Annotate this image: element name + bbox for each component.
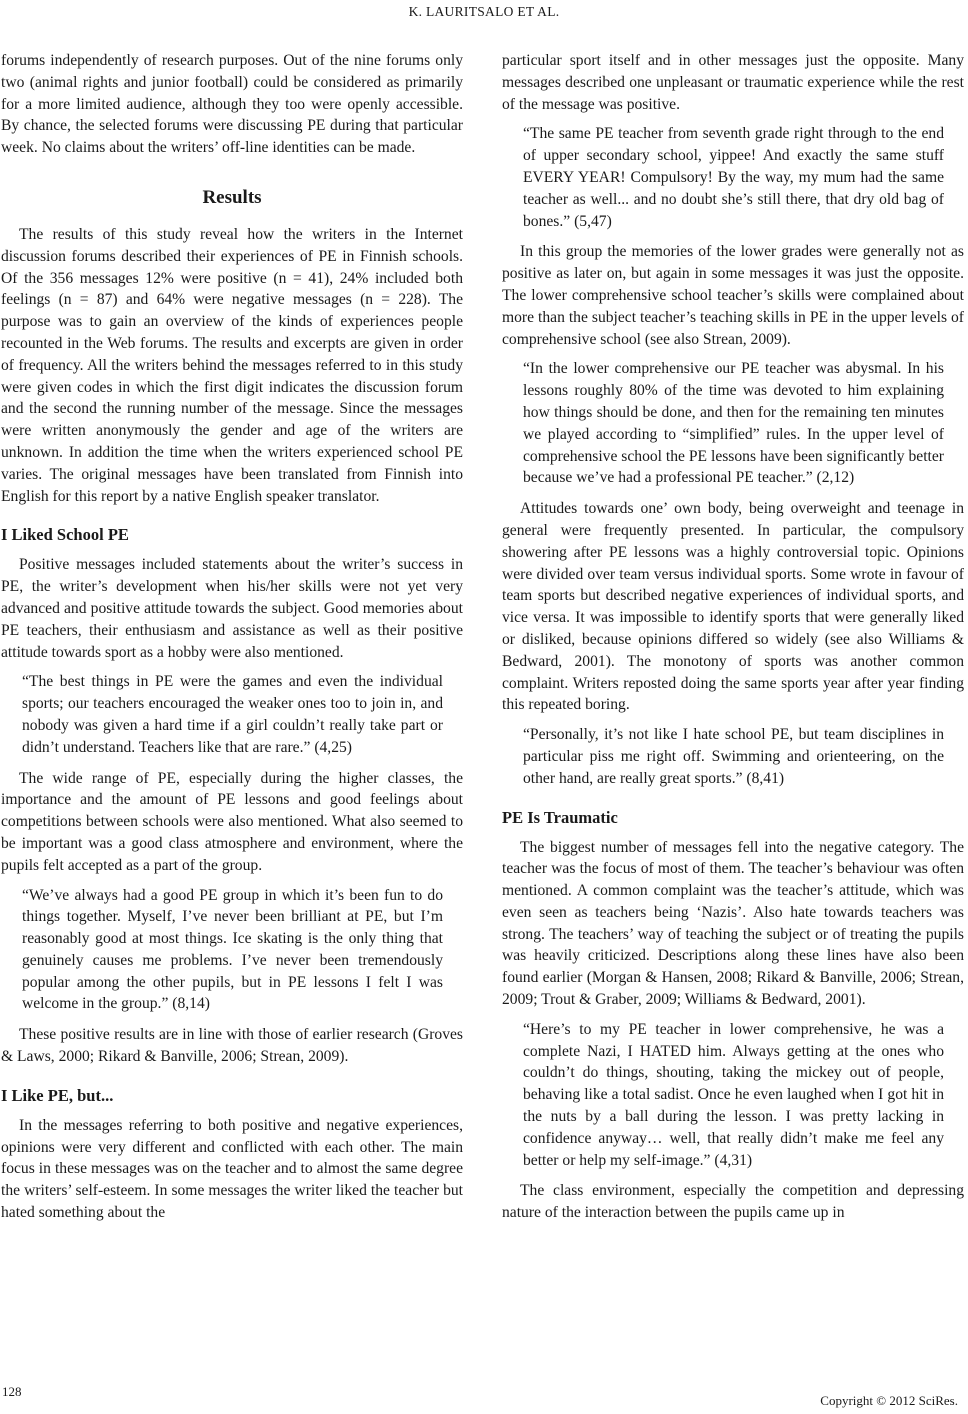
block-quote: “Here’s to my PE teacher in lower comprehensive, he was a complete Nazi, I HATED him. Always getting at the ones who couldn’t do things, shouting, taking the mickey out of people, behaving like a total sadist. Once he even laughed when I got hit in the nuts by a ball during the lesson. I was pretty lacking in confidence anyway… well, that really didn’t make me feel any better or help my self-image.” (4,31) [523, 1020, 944, 1169]
block-quote: “In the lower comprehensive our PE teacher was abysmal. In his lessons roughly 80% of the time was devoted to him explaining how things should be done, and then for the remaining ten minutes we played according to “simplified” rules. In the upper level of comprehensive school the PE lessons have been significantly better because we’ve had a professional PE teacher.” (2,12) [523, 360, 944, 487]
paragraph: The results of this study reveal how the writers in the Internet discussion forums described their experiences of PE in Finnish schools. Of the 356 messages 12% were positive (n = 41), 24% included both feelings (n = 87) and 64% were negative messages (n = 228). The purpose was to gain an overview of the kinds of experiences people recounted in the Web forums. The results and excerpts are given in order of frequency. All the writers behind the messages referred to in this study were given codes in which the first digit indicates the discussion forum and the second the running number of the message. Since the messages were written anonymously the gender and age of the writers are unknown. In addition the time when the writers experienced school PE varies. The original messages have been translated from Finnish into English for this report by a native English speaker translator. [1, 225, 463, 505]
paragraph: In the messages referring to both positive and negative experiences, opinions were very different and conflicted with each other. The main focus in these messages was on the teacher and to almost the same degree the writers’ self-esteem. In some messages the writer liked the teacher but hated something about the [1, 1116, 463, 1222]
copyright-notice: Copyright © 2012 SciRes. [820, 1393, 958, 1408]
block-quote: “Personally, it’s not like I hate school PE, but team disciplines in particular piss me right off. Swimming and orienteering, on the other hand, are really great sports.” (8,41) [523, 726, 944, 787]
results-heading: Results [202, 186, 262, 208]
block-quote: “We’ve always had a good PE group in which it’s been fun to do things together. Myself, I’ve never been brilliant at PE, but I’m reasonably good at most things. Ice skating is the only thing that genuinely causes me problems. I’ve never been tremendously popular among the other pupils, but in PE lessons I felt I was welcome in the group.” (8,14) [22, 886, 443, 1013]
paragraph: The biggest number of messages fell into the negative category. The teacher was the focus of most of them. The teacher’s behaviour was often mentioned. A common complaint was the teacher’s attitude, which was even seen as teachers being ‘Nazis’. Also hate towards teachers was strong. The teachers’ way of teaching the subject or of treating the pupils was heavily criticized. Descriptions along these lines have also been found earlier (Morgan & Hansen, 2008; Rikard & Banville, 2006; Strean, 2009; Trout & Graber, 2009; Williams & Bedward, 2001). [502, 838, 964, 1009]
liked-school-pe-heading: I Liked School PE [1, 525, 129, 545]
block-quote: “The best things in PE were the games and even the individual sports; our teachers encouraged the weaker ones too to join in, and nobody was given a hard time if a girl couldn’t really take part or didn’t understand. Teachers like that are rare.” (4,25) [22, 673, 443, 756]
paragraph: particular sport itself and in other messages just the opposite. Many messages described one unpleasant or traumatic experience while the rest of the message was positive. [502, 52, 964, 113]
paragraph: The wide range of PE, especially during the higher classes, the importance and the amount of PE lessons and good feelings about competitions between schools were also mentioned. What also seemed to be important was a good class atmosphere and environment, where the pupils felt accepted as a part of the group. [1, 769, 463, 874]
paragraph: In this group the memories of the lower grades were generally not as positive as later on, but again in some messages it was just the opposite. The lower comprehensive school teacher’s skills were complained about more than the subject teacher’s teaching skills in PE in the upper levels of comprehensive school (see also Strean, 2009). [502, 243, 964, 348]
paragraph: Positive messages included statements about the writer’s success in PE, the writer’s development when his/her skills were not yet very advanced and positive attitude towards the subject. Good memories about PE teachers, their enthusiasm and assistance as well as their positive attitude towards sport as a hobby were also mentioned. [1, 556, 463, 661]
paragraph: The class environment, especially the competition and depressing nature of the interaction between the pupils came up in [502, 1182, 964, 1222]
like-pe-but-heading: I Like PE, but... [1, 1085, 114, 1105]
block-quote: “The same PE teacher from seventh grade right through to the end of upper secondary school, yippee! And exactly the same stuff EVERY YEAR! Compulsory! By the way, my mum had the same teacher as well... and no doubt she’s still there, that dry old bag of bones.” (5,47) [523, 125, 944, 230]
running-head: K. LAURITSALO ET AL. [408, 4, 560, 19]
right-column [502, 50, 964, 1224]
paragraph: forums independently of research purposes. Out of the nine forums only two (animal rights and junior football) could be considered as primarily for a more limited audience, although they too were openly accessible. By chance, the selected forums were discussing PE during that particular week. No claims about the writers’ off-line identities can be made. [1, 52, 463, 157]
pe-is-traumatic-heading: PE Is Traumatic [502, 807, 618, 827]
left-column [1, 50, 463, 1224]
paragraph: These positive results are in line with those of earlier research (Groves & Laws, 2000; Rikard & Banville, 2006; Strean, 2009). [1, 1026, 463, 1066]
page-number: 128 [2, 1384, 22, 1399]
paragraph: Attitudes towards one’ own body, being overweight and teenage in general were frequently presented. In particular, the compulsory showering after PE lessons was a highly controversial topic. Opinions were divided over team versus individual sports. Some wrote in favour of team sports but described negative experiences of individual sports, and vice versa. It was impossible to identify sports that were generally liked or disliked, because opinions differed so widely (see also Williams & Bedward, 2001). The monotony of sports was another common complaint. Writers reposted doing the same sports year after year finding this repeated boring. [502, 500, 964, 714]
